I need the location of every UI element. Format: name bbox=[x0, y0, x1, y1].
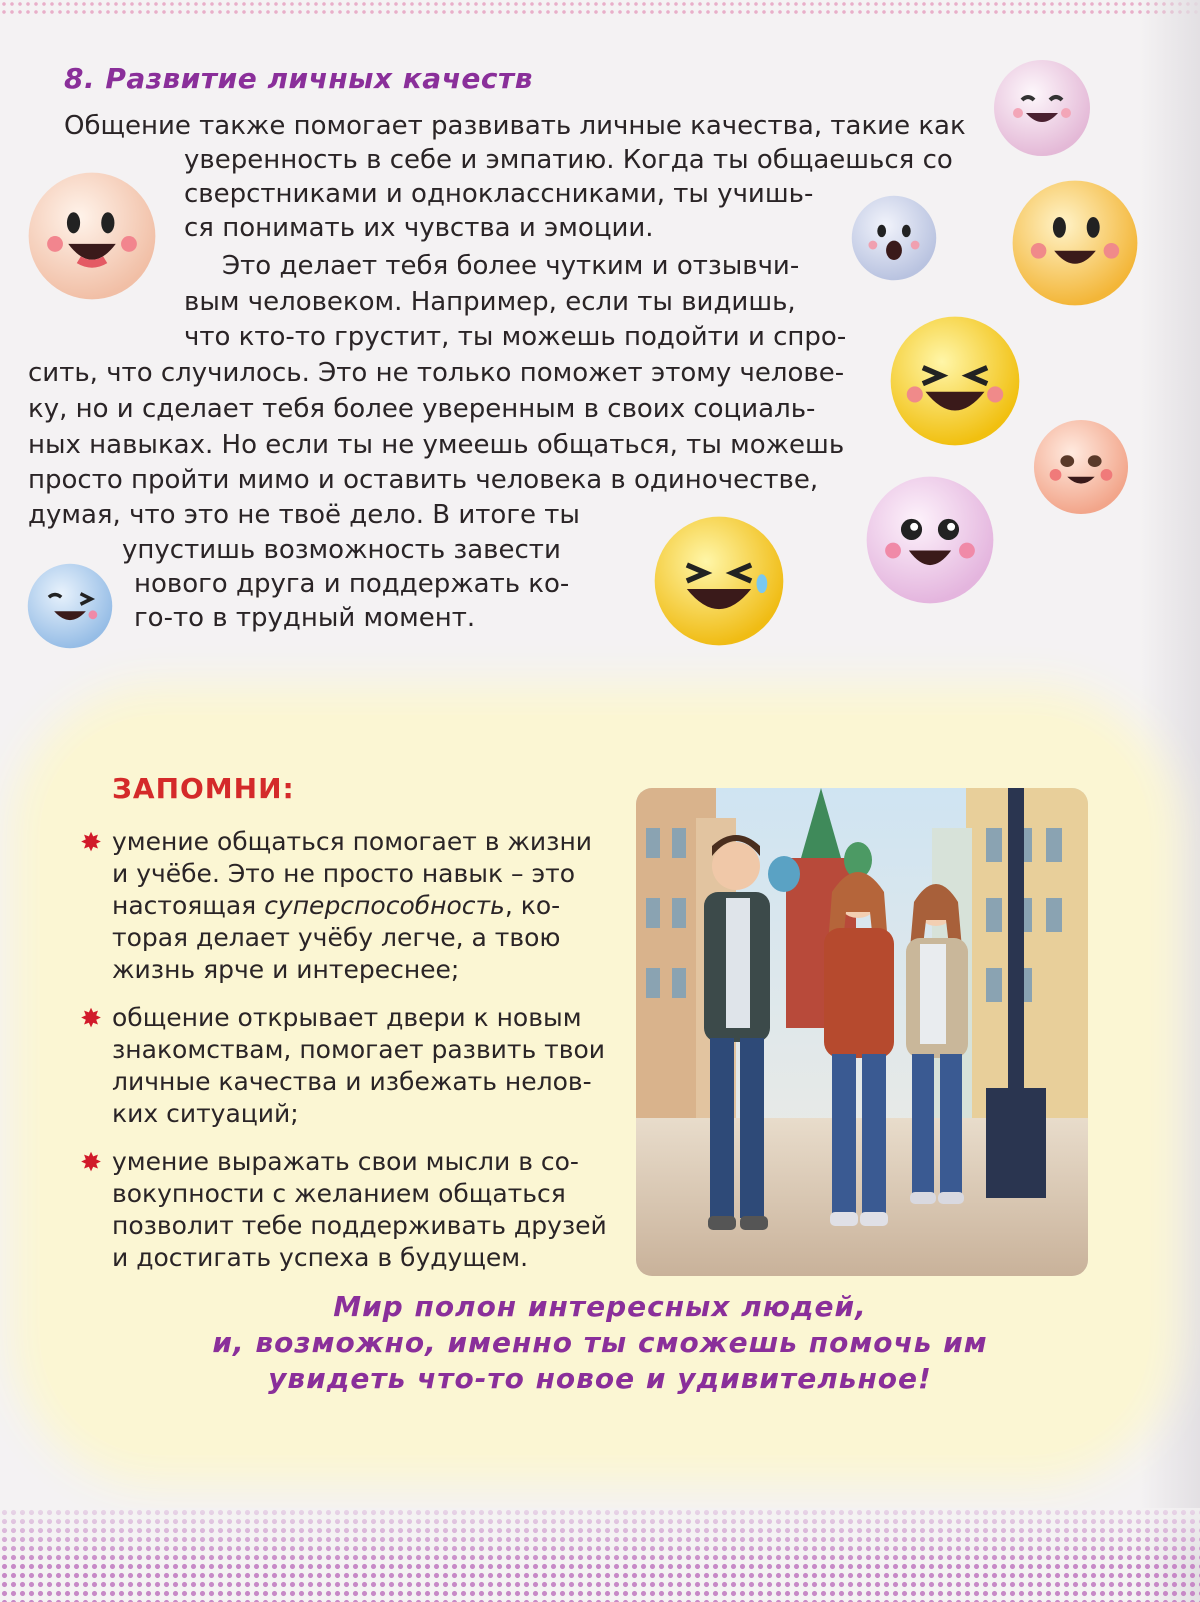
smiling-face-icon bbox=[864, 474, 996, 606]
blushing-face-icon bbox=[1032, 418, 1130, 516]
memo-bullet-line: и учёбе. Это не просто навык – это bbox=[112, 859, 576, 888]
memo-bullet-line: умение общаться помогает в жизни bbox=[112, 827, 593, 856]
smiling-face-icon bbox=[1010, 178, 1140, 308]
closing-line: и, возможно, именно ты сможешь помочь им bbox=[212, 1326, 988, 1359]
smiling-face-icon bbox=[26, 170, 158, 302]
winking-face-icon bbox=[26, 562, 114, 650]
memo-bullet-line: торая делает учёбу легче, а твою bbox=[112, 923, 561, 952]
memo-bullet-line: жизнь ярче и интереснее; bbox=[112, 955, 460, 984]
closing-line: Мир полон интересных людей, bbox=[333, 1290, 867, 1323]
memo-emphasis: суперспособность bbox=[264, 891, 505, 920]
asterisk-icon: ✸ bbox=[80, 1004, 102, 1034]
paragraph-line: ку, но и сделает тебя более уверенным в своих социаль- bbox=[28, 394, 816, 424]
surprised-face-icon bbox=[850, 194, 938, 282]
memo-bullet-line: позволит тебе поддерживать друзей bbox=[112, 1211, 607, 1240]
paragraph-line: упустишь возможность завести bbox=[122, 535, 561, 565]
memo-bullet-line: знакомствам, помогает развить твои bbox=[112, 1035, 606, 1064]
asterisk-icon: ✸ bbox=[80, 1148, 102, 1178]
paragraph-line: что кто-то грустит, ты можешь подойти и спро- bbox=[184, 322, 847, 352]
decorative-dot-border-top bbox=[0, 0, 1200, 14]
memo-title: ЗАПОМНИ: bbox=[112, 772, 295, 805]
memo-bullet-line: и достигать успеха в будущем. bbox=[112, 1243, 529, 1272]
memo-bullet-line: ких ситуаций; bbox=[112, 1099, 299, 1128]
memo-text-span: , ко- bbox=[504, 891, 561, 920]
paragraph-line: ных навыках. Но если ты не умеешь общаться, ты можешь bbox=[28, 430, 845, 460]
asterisk-icon: ✸ bbox=[80, 828, 102, 858]
memo-bullet-line: вокупности с желанием общаться bbox=[112, 1179, 566, 1208]
smiling-face-icon bbox=[992, 58, 1092, 158]
laughing-face-icon bbox=[888, 314, 1022, 448]
paragraph-line: просто пройти мимо и оставить человека в одиночестве, bbox=[28, 465, 819, 495]
paragraph-line: ся понимать их чувства и эмоции. bbox=[184, 213, 654, 243]
paragraph-line: вым человеком. Например, если ты видишь, bbox=[184, 287, 796, 317]
memo-bullet-line: общение открывает двери к новым bbox=[112, 1003, 582, 1032]
memo-text-span: настоящая bbox=[112, 891, 257, 920]
illustration-teens-walking bbox=[636, 788, 1088, 1276]
paragraph-line: сить, что случилось. Это не только поможет этому челове- bbox=[28, 358, 845, 388]
paragraph-line: го-то в трудный момент. bbox=[134, 603, 476, 633]
section-title: 8. Развитие личных качеств bbox=[64, 62, 533, 95]
paragraph-line: уверенность в себе и эмпатию. Когда ты общаешься со bbox=[184, 145, 953, 175]
laughing-face-icon bbox=[652, 514, 786, 648]
paragraph-line: думая, что это не твоё дело. В итоге ты bbox=[28, 500, 580, 530]
memo-bullet-line bbox=[112, 890, 560, 922]
paragraph-line: Это делает тебя более чутким и отзывчи- bbox=[222, 251, 800, 281]
paragraph-line: сверстниками и одноклассниками, ты учишь- bbox=[184, 179, 814, 209]
paragraph-line: Общение также помогает развивать личные качества, такие как bbox=[64, 111, 966, 141]
closing-line: увидеть что-то новое и удивительное! bbox=[268, 1362, 932, 1395]
memo-bullet-line: личные качества и избежать нелов- bbox=[112, 1067, 592, 1096]
paragraph-line: нового друга и поддержать ко- bbox=[134, 569, 570, 599]
decorative-dot-border-bottom bbox=[0, 1508, 1200, 1602]
memo-bullet-line: умение выражать свои мысли в со- bbox=[112, 1147, 579, 1176]
